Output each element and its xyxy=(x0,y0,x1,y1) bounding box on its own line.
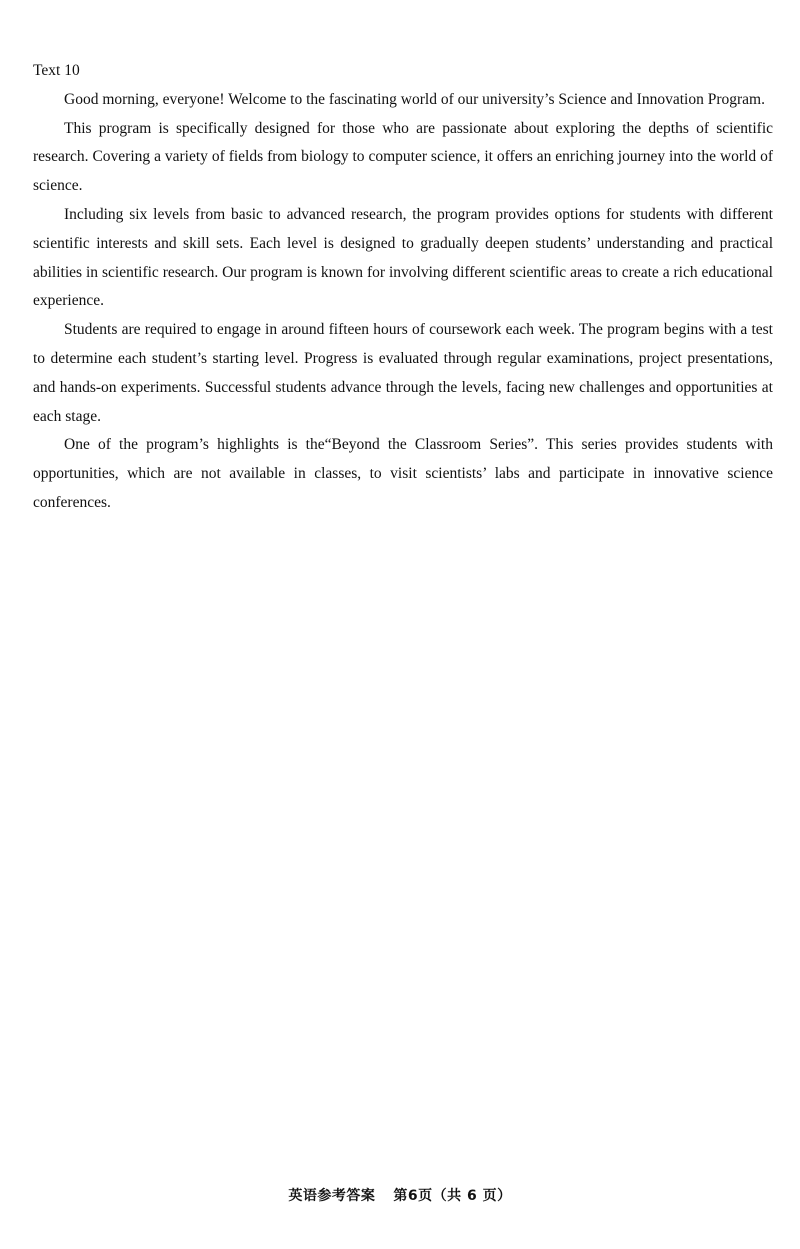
paragraph-greeting: Good morning, everyone! Welcome to the fascinating world of our university’s Science and Innovation Program. xyxy=(64,90,765,108)
paragraph-program-design: This program is specifically designed for those who are passionate about exploring the depths of scientific research. Covering a variety of fields from biology to computer science, it offers an enriching journey into the world of science. xyxy=(33,119,773,195)
paragraph-coursework: Students are required to engage in around fifteen hours of coursework each week. The program begins with a test to determine each student’s starting level. Progress is evaluated through regular examinations, project presentations, and hands-on experiments. Successful students advance through the levels, facing new challenges and opportunities at each stage. xyxy=(33,321,773,425)
footer-title: 英语参考答案 xyxy=(288,1188,376,1204)
document-body xyxy=(33,57,773,518)
paragraph-levels: Including six levels from basic to advanced research, the program provides options for students with different scientific interests and skill sets. Each level is designed to gradually deepen students’ understanding and practical abilities in scientific research. Our program is known for involving different scientific areas to create a rich educational experience. xyxy=(33,205,773,310)
text-heading: Text 10 xyxy=(33,62,80,79)
footer-page-info: 第6页（共 6 页） xyxy=(393,1188,512,1204)
paragraph-highlights: One of the program’s highlights is the“Beyond the Classroom Series”. This series provides students with opportunities, which are not available in classes, to visit scientists’ labs and participate in innovative science conferences. xyxy=(33,436,773,511)
page-footer xyxy=(0,1185,800,1205)
